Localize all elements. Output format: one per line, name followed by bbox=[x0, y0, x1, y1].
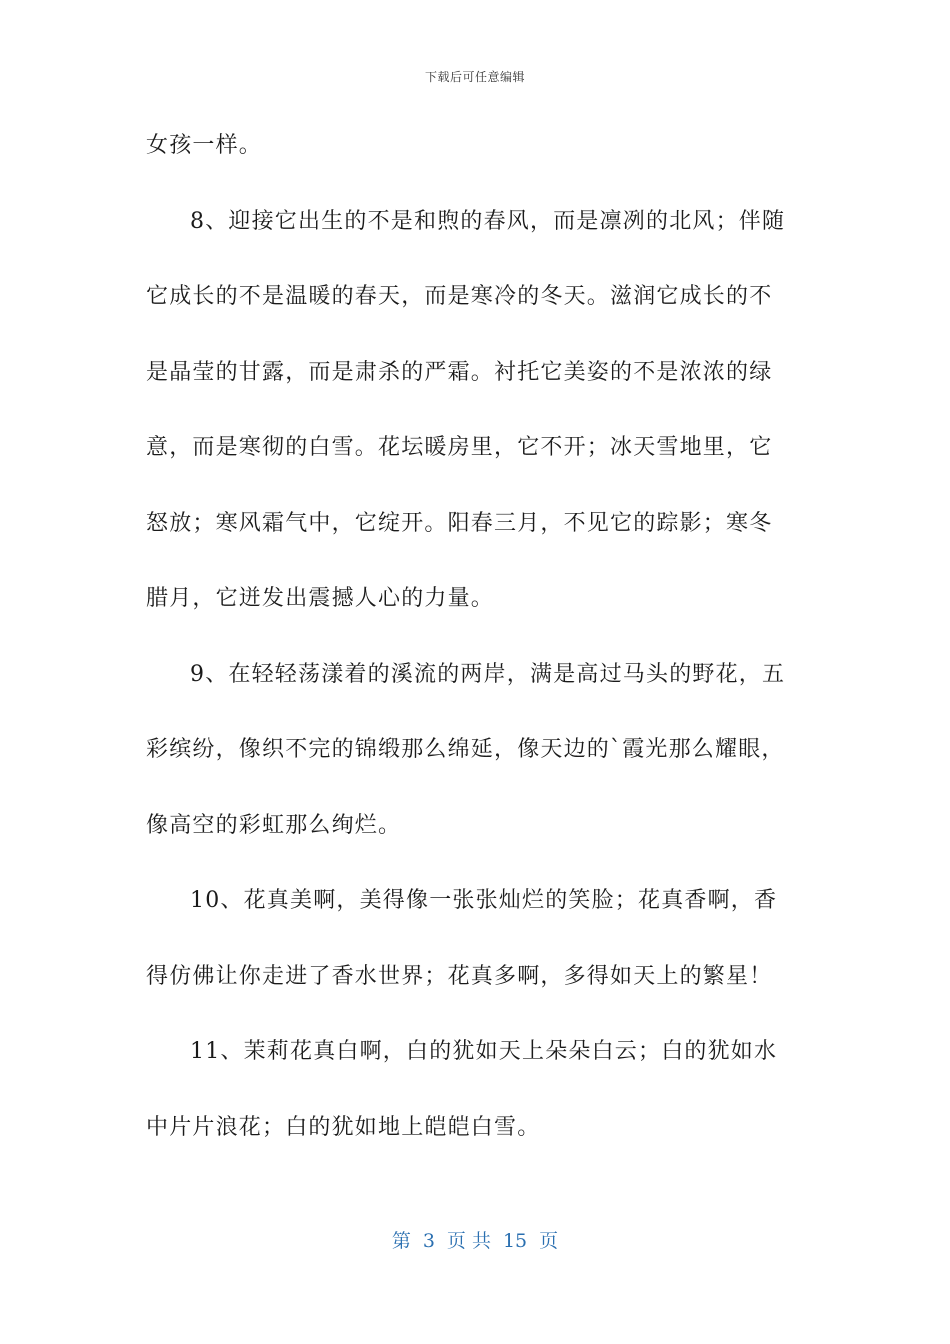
page-header: 下载后可任意编辑 bbox=[424, 70, 525, 84]
text-line: 意，而是寒彻的白雪。花坛暖房里，它不开；冰天雪地里，它 bbox=[146, 435, 773, 460]
footer-total-pages: 15 bbox=[502, 1230, 528, 1252]
text-line: 像高空的彩虹那么绚烂。 bbox=[146, 812, 402, 838]
footer-prefix: 第 bbox=[391, 1230, 411, 1252]
text-line: 中片片浪花；白的犹如地上皑皑白雪。 bbox=[146, 1114, 541, 1140]
text-line: 11、茉莉花真白啊，白的犹如天上朵朵白云；白的犹如水 bbox=[190, 1039, 778, 1064]
text-line: 9、在轻轻荡漾着的溪流的两岸，满是高过马头的野花，五 bbox=[190, 661, 786, 687]
footer-middle: 页 共 bbox=[446, 1230, 491, 1252]
footer-page-number: 3 bbox=[422, 1230, 435, 1252]
page-footer bbox=[0, 1226, 950, 1253]
footer-suffix: 页 bbox=[539, 1230, 559, 1252]
text-line: 女孩一样。 bbox=[146, 133, 263, 158]
text-line: 彩缤纷，像织不完的锦缎那么绵延，像天边的`霞光那么耀眼， bbox=[146, 737, 785, 762]
text-line: 腊月，它迸发出震撼人心的力量。 bbox=[146, 586, 495, 611]
text-line: 8、迎接它出生的不是和煦的春风，而是凛冽的北风；伴随 bbox=[190, 208, 786, 234]
text-line: 是晶莹的甘露，而是肃杀的严霜。衬托它美姿的不是浓浓的绿 bbox=[146, 359, 773, 385]
document-body bbox=[146, 121, 806, 1178]
text-line: 它成长的不是温暖的春天，而是寒冷的冬天。滋润它成长的不 bbox=[146, 284, 773, 309]
text-line: 得仿佛让你走进了香水世界；花真多啊，多得如天上的繁星！ bbox=[146, 963, 773, 989]
text-line: 怒放；寒风霜气中，它绽开。阳春三月，不见它的踪影；寒冬 bbox=[146, 510, 773, 536]
text-line: 10、花真美啊，美得像一张张灿烂的笑脸；花真香啊，香 bbox=[190, 888, 778, 913]
